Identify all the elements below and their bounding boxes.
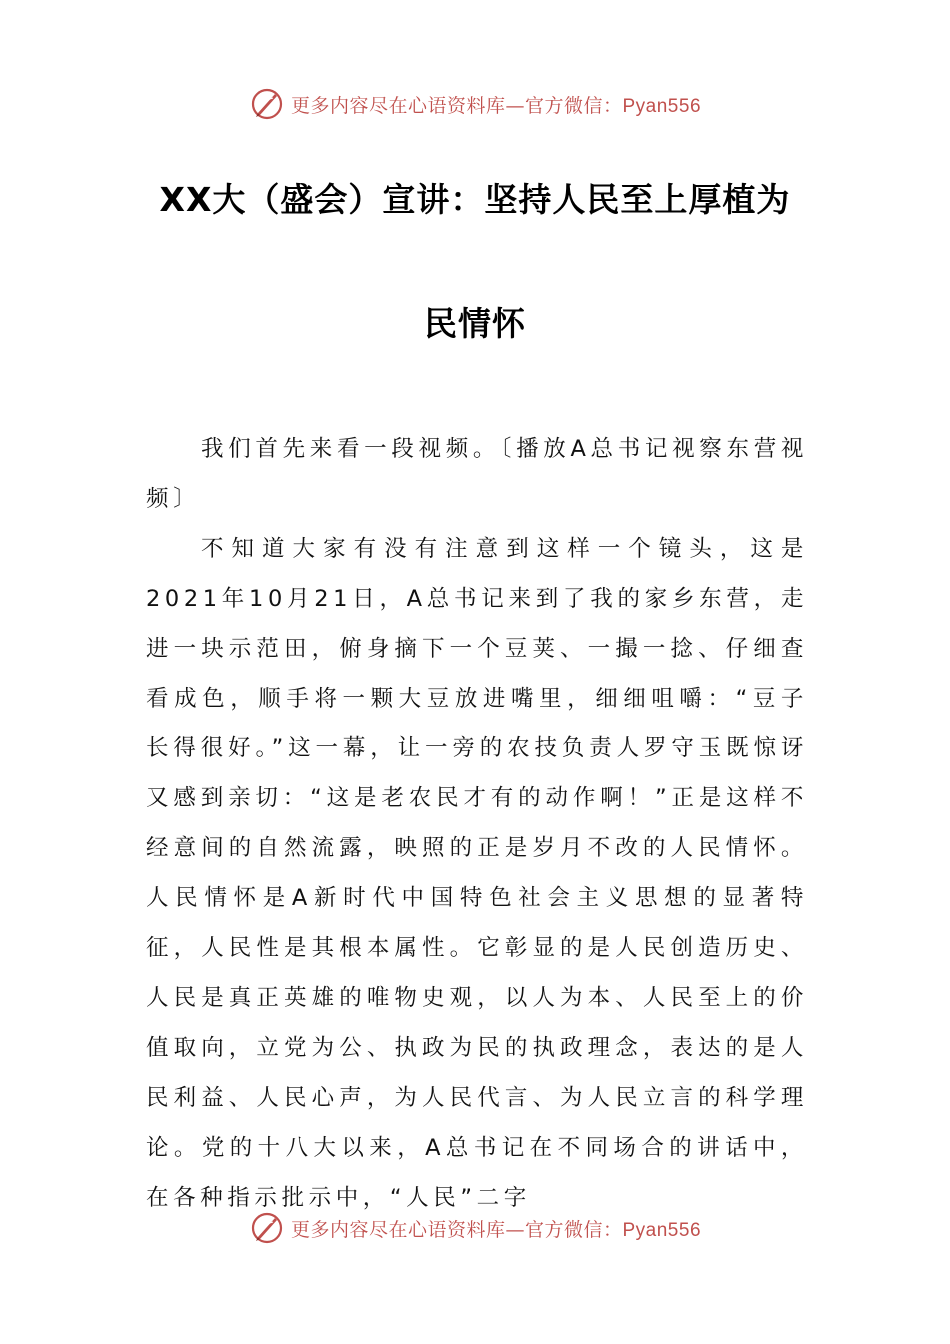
quill-pen-logo-icon	[249, 86, 285, 122]
quill-pen-logo-icon	[249, 1210, 285, 1246]
paragraph: 我们首先来看一段视频。〔播放A总书记视察东营视频〕	[146, 436, 808, 512]
paragraph: 不知道大家有没有注意到这样一个镜头，这是2021年10月21日，A总书记来到了我的家乡东营，走进一块示范田，俯身摘下一个豆荚、一撮一捻、仔细查看成色，顺手将一颗大豆放进嘴里，细细咀嚼：“豆子长得很好。”这一幕，让一旁的农技负责人罗守玉既惊讶又感到亲切：“这是老农民才有的动作啊！”正是这样不经意间的自然流露，映照的正是岁月不改的人民情怀。人民情怀是A新时代中国特色社会主义思想的显著特征，人民性是其根本属性。它彰显的是人民创造历史、人民是真正英雄的唯物史观，以人为本、人民至上的价值取向，立党为公、执政为民的执政理念，表达的是人民利益、人民心声，为人民代言、为人民立言的科学理论。党的十八大以来，A总书记在不同场合的讲话中，在各种指示批示中，“人民”二字	[146, 535, 808, 1211]
header-watermark	[0, 84, 950, 124]
document-title-line-1: XX大（盛会）宣讲：坚持人民至上厚植为	[159, 180, 791, 219]
document-title-line-2: 民情怀	[424, 304, 526, 343]
document-body	[146, 425, 808, 1224]
watermark-text: 更多内容尽在心语资料库—官方微信：Pyan556	[290, 94, 702, 117]
footer-watermark	[0, 1208, 950, 1248]
watermark-text: 更多内容尽在心语资料库—官方微信：Pyan556	[290, 1218, 702, 1241]
